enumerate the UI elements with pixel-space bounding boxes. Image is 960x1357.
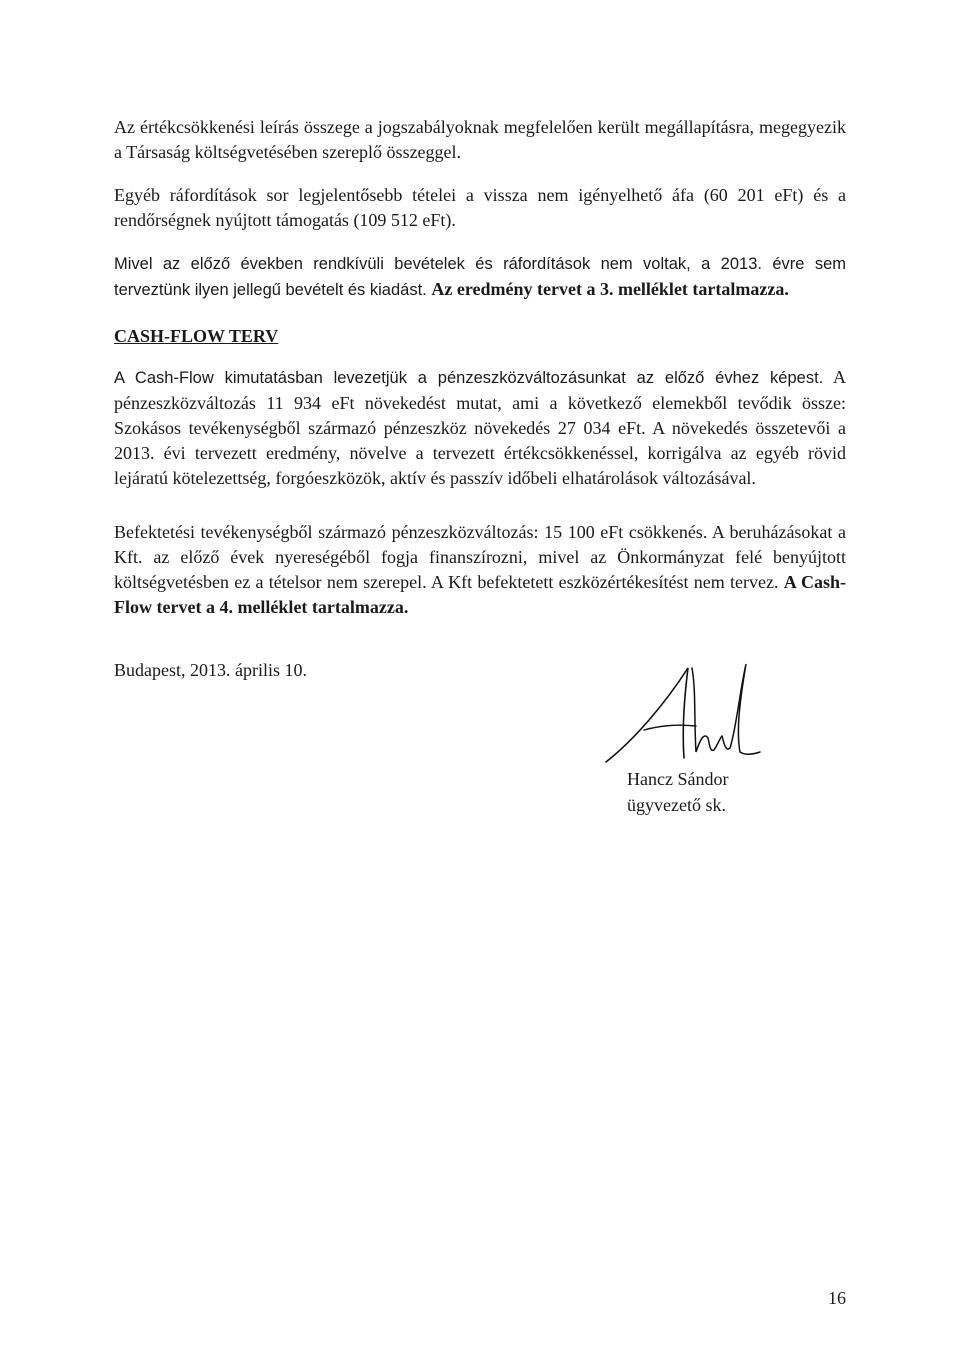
paragraph-other-expenses: Egyéb ráfordítások sor legjelentősebb tételei a vissza nem igényelhető áfa (60 201 eFt) és a rendőrségnek nyújtott támogatás (109 512 eFt). (114, 185, 846, 230)
cash-flow-plan-reference: A Cash-Flow tervet a 4. melléklet tartalmazza. (114, 572, 847, 617)
page-number: 16 (828, 1288, 846, 1308)
signer-name: Hancz Sándor (627, 769, 729, 789)
signer-block (627, 766, 728, 818)
cash-flow-intro: A Cash-Flow kimutatásban levezetjük a pénzeszközváltozásunkat az előző évhez képest. (114, 369, 824, 387)
paragraph-investment (114, 520, 846, 620)
paragraph-extraordinary (114, 252, 846, 303)
place-and-date: Budapest, 2013. április 10. (114, 660, 307, 680)
paragraph-depreciation: Az értékcsökkenési leírás összege a jogszabályoknak megfelelően került megállapításra, megegyezik a Társaság költségvetésében szereplő összeggel. (114, 117, 846, 162)
section-heading-cash-flow: CASH-FLOW TERV (114, 326, 279, 346)
investment-text: Befektetési tevékenységből származó pénzeszközváltozás: 15 100 eFt csökkenés. A beruházásokat a Kft. az előző évek nyereségéből fogja finanszírozni, mivel az Önkormányzat felé benyújtott költségvetésben ez a tételsor nem szerepel. A Kft befektetett eszközértékesítést nem tervez. (114, 522, 846, 592)
result-plan-reference: Az eredmény tervet a 3. melléklet tartalmazza. (431, 279, 789, 299)
handwritten-signature (604, 660, 764, 770)
paragraph-cash-flow (114, 365, 846, 491)
signer-title: ügyvezető sk. (627, 795, 726, 815)
cash-flow-details: A pénzeszközváltozás 11 934 eFt növekedést mutat, ami a következő elemekből tevődik össze: Szokásos tevékenységből származó pénzeszköz növekedés 27 034 eFt. A növekedés összetevői a 2013. évi tervezett eredmény, növelve a tervezett értékcsökkenéssel, korrigálva az egyéb rövid lejáratú kötelezettség, forgóeszközök, aktív és passzív időbeli elhatárolások változásával. (114, 367, 847, 488)
extraordinary-text: Mivel az előző években rendkívüli bevételek és ráfordítások nem voltak, a 2013. évre sem terveztünk ilyen jellegű bevételt és kiadást. (114, 255, 846, 299)
